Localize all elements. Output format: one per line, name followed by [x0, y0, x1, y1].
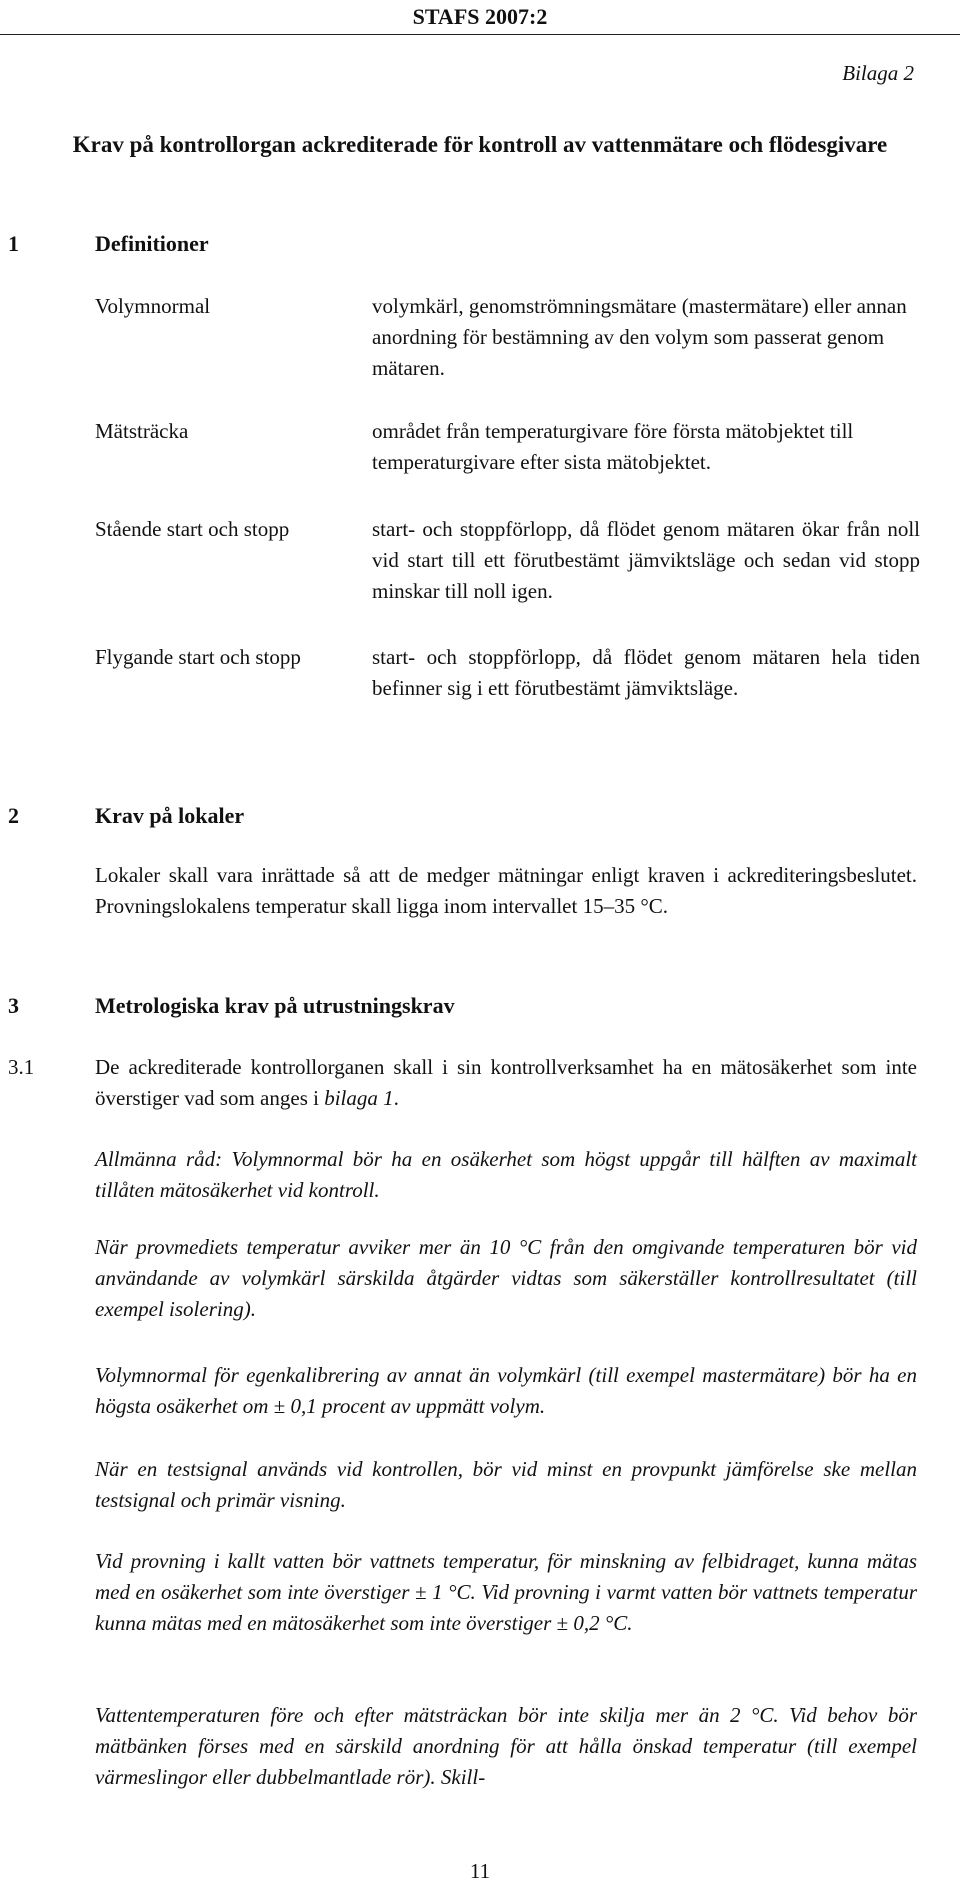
- document-id-header: STAFS 2007:2: [412, 4, 548, 29]
- definition-staende-start: start- och stoppförlopp, då flödet genom mätaren ökar från noll vid start till ett förutbestämt jämviktsläge och sedan vid stopp minskar till noll igen.: [372, 517, 920, 603]
- definition-flygande-start: start- och stoppförlopp, då flödet genom mätaren hela tiden befinner sig i ett förutbestämt jämviktsläge.: [372, 645, 920, 700]
- definition-volymnormal: volymkärl, genomströmningsmätare (mastermätare) eller annan anordning för bestämning av den volym som passerat genom mätaren.: [372, 294, 907, 380]
- advice-paragraph-3: Volymnormal för egenkalibrering av annat än volymkärl (till exempel mastermätare) bör ha en högsta osäkerhet om ± 0,1 procent av uppmätt volym.: [95, 1363, 917, 1418]
- advice-paragraph-4: När en testsignal används vid kontrollen, bör vid minst en provpunkt jämförelse ske mellan testsignal och primär visning.: [95, 1457, 917, 1512]
- section-2-body: Lokaler skall vara inrättade så att de medger mätningar enligt kraven i ackrediteringsbeslutet. Provningslokalens temperatur skall ligga inom intervallet 15–35 °C.: [95, 863, 917, 918]
- appendix-label: Bilaga 2: [842, 61, 914, 85]
- advice-paragraph-1: Allmänna råd: Volymnormal bör ha en osäkerhet som högst uppgår till hälften av maximalt tillåten mätosäkerhet vid kontroll.: [95, 1147, 917, 1202]
- advice-paragraph-5: Vid provning i kallt vatten bör vattnets temperatur, för minskning av felbidraget, kunna mätas med en osäkerhet som inte överstiger ± 1 °C. Vid provning i varmt vatten bör vattnets temperatur kunna mätas med en mätosäkerhet som inte överstiger ± 0,2 °C.: [95, 1549, 917, 1635]
- term-matstracka: Mätsträcka: [95, 419, 189, 443]
- definition-matstracka: området från temperaturgivare före första mätobjektet till temperaturgivare efter sista mätobjektet.: [372, 419, 854, 474]
- section-3-number: 3: [8, 993, 19, 1018]
- section-3-heading: Metrologiska krav på utrustningskrav: [95, 993, 455, 1018]
- section-1-heading: Definitioner: [95, 231, 209, 256]
- subsection-3-1-text-main: De ackrediterade kontrollorganen skall i sin kontrollverksamhet ha en mätosäkerhet som inte överstiger vad som anges i: [95, 1055, 917, 1110]
- term-flygande-start: Flygande start och stopp: [95, 645, 301, 669]
- page-number: 11: [469, 1859, 491, 1883]
- advice-paragraph-6: Vattentemperaturen före och efter mätsträckan bör inte skilja mer än 2 °C. Vid behov bör mätbänken förses med en särskild anordning för att hålla önskad temperatur (till exempel värmeslingor eller dubbelmantlade rör). Skill-: [95, 1703, 917, 1789]
- header-rule: [0, 34, 960, 35]
- subsection-3-1-number: 3.1: [8, 1055, 35, 1079]
- term-volymnormal: Volymnormal: [95, 294, 211, 318]
- bilaga-1-reference: bilaga 1: [324, 1086, 394, 1110]
- section-1-number: 1: [8, 231, 19, 256]
- subsection-3-1-text-end: .: [393, 1086, 399, 1110]
- page-title: Krav på kontrollorgan ackrediterade för kontroll av vattenmätare och flödesgivare: [72, 132, 888, 157]
- section-2-heading: Krav på lokaler: [95, 803, 245, 828]
- subsection-3-1-text: [95, 1052, 917, 1114]
- term-staende-start: Stående start och stopp: [95, 517, 290, 541]
- section-2-number: 2: [8, 803, 19, 828]
- advice-paragraph-2: När provmediets temperatur avviker mer än 10 °C från den omgivande temperaturen bör vid användande av volymkärl särskilda åtgärder vidtas som säkerställer kontrollresultatet (till exempel isolering).: [95, 1235, 917, 1321]
